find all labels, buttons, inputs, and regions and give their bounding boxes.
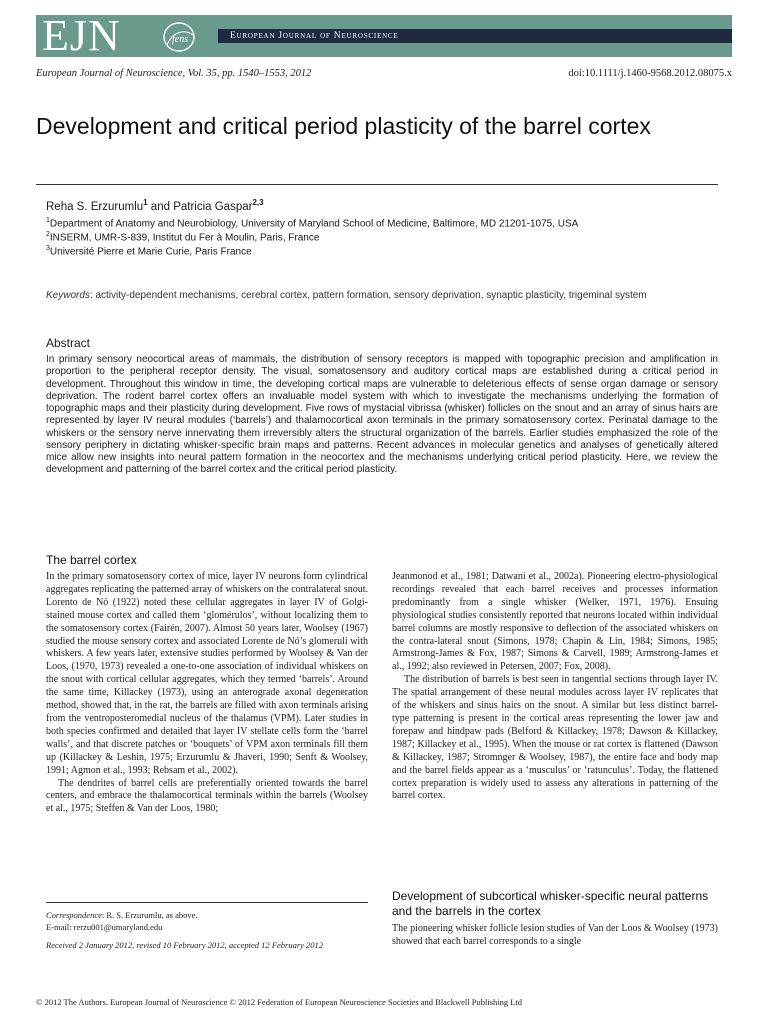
article-title: Development and critical period plasticity of the barrel cortex xyxy=(36,113,651,139)
doi-link[interactable]: doi:10.1111/j.1460-9568.2012.08075.x xyxy=(568,68,732,79)
keywords-text: : activity-dependent mechanisms, cerebral cortex, pattern formation, sensory deprivation, synaptic plasticity, trigeminal system xyxy=(89,290,647,301)
journal-citation: European Journal of Neuroscience, Vol. 35, pp. 1540–1553, 2012 xyxy=(36,68,312,79)
author-list xyxy=(46,198,264,213)
right-column-continued xyxy=(392,923,718,949)
affiliation-number: 2 xyxy=(46,231,50,238)
paragraph: In the primary somatosensory cortex of mice, layer IV neurons form cylindrical aggregates replicating the patterned array of whiskers on the contralateral snout. Lorento de Nó (1922) noted these cellular aggregates in layer IV of Golgi-stained mouse cortex and called them ‘glomérulos’, without localizing them to the somatosensory cortex (Fairén, 2007). Almost 50 years later, Woolsey (1967) studied the mouse sensory cortex and associated Lorente de Nó’s glomeruli with whiskers. A few years later, extensive studies performed by Woolsey & Van der Loos, (1970, 1973) revealed a one-to-one association of individual whiskers on the snout with cortical cellular aggregates, which they termed ‘barrels’. Around the same time, Killackey (1973), using an anterograde axonal degeneration method, showed that, in the rat, the barrels are filled with axon terminals arising from the ventroposteromedial nucleus of the thalamus (VPM). Later studies in both species confirmed and detailed that layer IV stellate cells form the ‘barrel walls’, and that discrete patches or ‘bouquets’ of VPM axon terminals fill them up (Killackey & Leshin, 1975; Erzurumlu & Jhaveri, 1990; Senft & Woolsey, 1991; Agmon et al., 1993; Rebsam et al., 2002). xyxy=(46,571,368,776)
affiliation-number: 3 xyxy=(46,245,50,252)
author-affil-marker: 2,3 xyxy=(252,198,264,207)
email-note[interactable]: E-mail: rerzu001@umaryland.edu xyxy=(46,922,163,932)
left-column xyxy=(46,571,368,816)
copyright-footer: © 2012 The Authors. European Journal of Neuroscience © 2012 Federation of European Neuroscience Societies and Blackwell Publishing Ltd xyxy=(36,997,523,1007)
received-dates: Received 2 January 2012, revised 10 February 2012, accepted 12 February 2012 xyxy=(46,940,324,950)
author-name[interactable]: Patricia Gaspar xyxy=(173,200,253,213)
section-heading: The barrel cortex xyxy=(46,553,137,567)
affiliation-text: Université Pierre et Marie Curie, Paris France xyxy=(49,246,252,258)
title-rule xyxy=(36,184,718,185)
footnote-rule xyxy=(46,902,368,903)
journal-banner xyxy=(36,11,732,60)
affiliation-text: INSERM, UMR-S-839, Institut du Fer à Moulin, Paris, France xyxy=(49,232,320,244)
fens-seal-icon xyxy=(159,21,217,53)
svg-text:fens: fens xyxy=(172,34,189,45)
correspondence-note xyxy=(46,910,197,921)
affiliation xyxy=(46,242,252,258)
paragraph: The distribution of barrels is best seen in tangential sections through layer IV. The spatial arrangement of these neural modules across layer IV replicates that of the whiskers and sinus hairs on the snout. A similar but less distinct barrel-type patterning is present in the cortical areas representing the lower jaw and forepaw and hindpaw pads (Belford & Killackey, 1978; Dawson & Killackey, 1987; Killackey et al., 1995). When the mouse or rat cortex is flattened (Dawson & Killackey, 1987; Stromnger & Woolsey, 1987), the entire face and body map and the barrel fields appear as a ‘musculus’ or ‘ratunculus’. Today, the flattened cortex preparation is widely used to assess any alterations in patterning of the barrel cortex. xyxy=(392,674,718,802)
abstract-heading: Abstract xyxy=(46,336,91,350)
correspondence-text: : R. S. Erzurumlu, as above. xyxy=(101,910,198,920)
affiliation-number: 1 xyxy=(46,217,50,224)
right-column xyxy=(392,571,718,803)
section-heading: Development of subcortical whisker-specific neural patterns and the barrels in the cortex xyxy=(392,889,709,918)
paragraph: Jeanmonod et al., 1981; Datwani et al., 2002a). Pioneering electro-physiological recordings revealed that each barrel receives and processes information predominantly from a single whisker (Welker, 1971, 1976). Ensuing physiological studies consistently reported that neurons located within individual barrel columns are mostly responsive to deflection of the associated whiskers on the contra-lateral snout (Simons, 1978; Chapin & Lin, 1984; Simons, 1985; Armstrong-James & Fox, 1987; Simons & Carvell, 1989; Armstrong-James et al., 1992; also reviewed in Petersen, 2007; Fox, 2008). xyxy=(392,571,718,673)
correspondence-label: Correspondence xyxy=(46,910,102,920)
affiliation-text: Department of Anatomy and Neurobiology, University of Maryland School of Medicine, Baltimore, MD 21201-1075, USA xyxy=(49,218,579,230)
ejn-logo: EJN xyxy=(42,11,121,60)
paragraph: The dendrites of barrel cells are preferentially oriented towards the barrel centers, and embrace the thalamocortical terminals within the barrels (Woolsey et al., 1975; Steffen & Van der Loos, 1980; xyxy=(46,777,368,815)
journal-name: European Journal of Neuroscience xyxy=(230,31,399,41)
paragraph: The pioneering whisker follicle lesion studies of Van der Loos & Woolsey (1973) showed that each barrel corresponds to a single xyxy=(392,923,718,947)
abstract-text: In primary sensory neocortical areas of mammals, the distribution of sensory receptors is mapped with topographic precision and amplification in proportion to the peripheral receptor density. The visual, somatosensory and auditory cortical maps are established during a critical period in development. Throughout this window in time, the developing cortical maps are vulnerable to deleterious effects of sense organ damage or sensory deprivation. The rodent barrel cortex offers an invaluable model system with which to investigate the mechanisms underlying the formation of topographic maps and their plasticity during development. Five rows of mystacial vibrissa (whisker) follicles on the snout and an array of sinus hairs are represented by layer IV neural modules (‘barrels’) and thalamocortical axon terminals in the primary somatosensory cortex. Perinatal damage to the whiskers or the sensory nerve innervating them irreversibly alters the structural organization of the barrels. Earlier studies emphasized the role of the sensory periphery in dictating whisker-specific brain maps and patterns. Recent advances in molecular genetics and analyses of genetically altered mice allow new insights into neural pattern formation in the neocortex and the mechanisms underlying critical period plasticity. Here, we review the development and patterning of the barrel cortex and the critical period plasticity. xyxy=(46,354,718,476)
author-conjunction: and xyxy=(147,200,174,213)
journal-name-bar xyxy=(218,29,732,43)
keywords-label: Keywords xyxy=(46,290,90,301)
author-affil-marker: 1 xyxy=(143,198,148,207)
keywords xyxy=(46,290,726,303)
author-name[interactable]: Reha S. Erzurumlu xyxy=(46,200,144,213)
